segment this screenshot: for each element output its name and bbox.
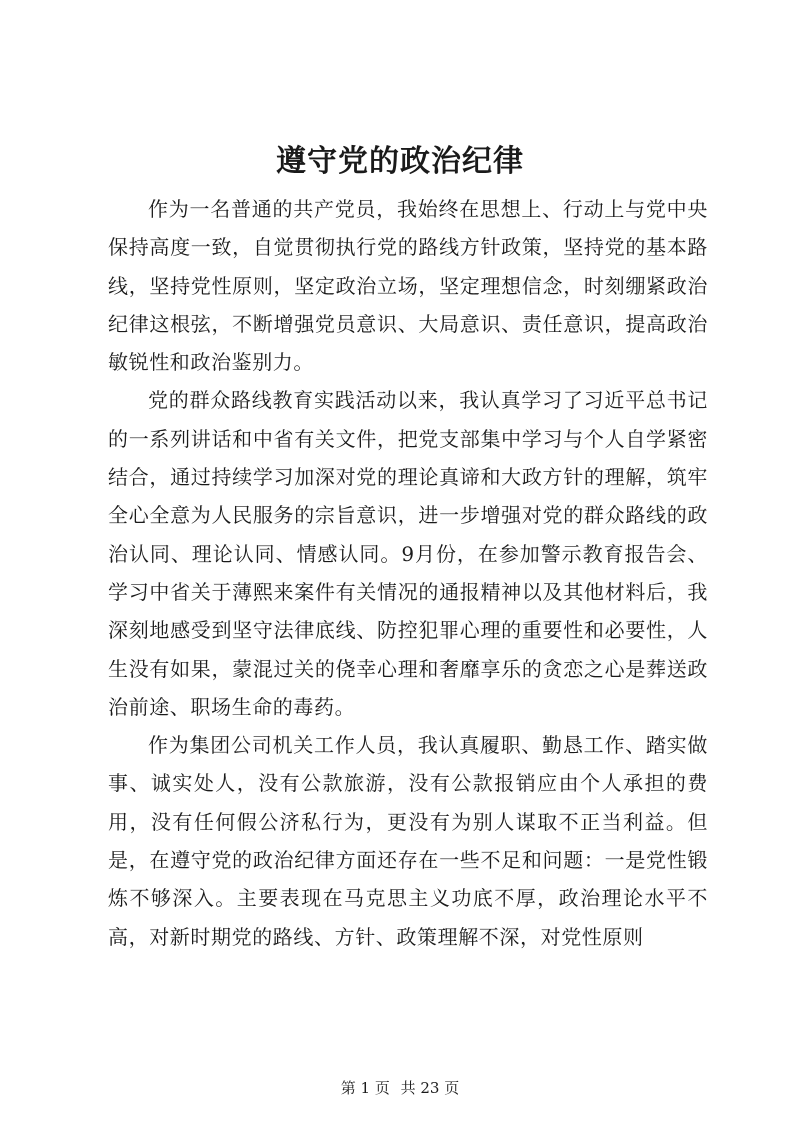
paragraph-2: 党的群众路线教育实践活动以来，我认真学习了习近平总书记的一系列讲话和中省有关文件，把党支部集中学习与个人自学紧密结合，通过持续学习加深对党的理论真谛和大政方针的理解，筑牢全心全意为人民服务的宗旨意识，进一步增强对党的群众路线的政治认同、理论认同、情感认同。9月份，在参加警示教育报告会、学习中省关于薄熙来案件有关情况的通报精神以及其他材料后，我深刻地感受到坚守法律底线、防控犯罪心理的重要性和必要性，人生没有如果，蒙混过关的侥幸心理和奢靡享乐的贪恋之心是葬送政治前途、职场生命的毒药。 [108,388,708,719]
paragraph-1: 作为一名普通的共产党员，我始终在思想上、行动上与党中央保持高度一致，自觉贯彻执行党的路线方针政策，坚持党的基本路线，坚持党性原则，坚定政治立场，坚定理想信念，时刻绷紧政治纪律这根弦，不断增强党员意识、大局意识、责任意识，提高政治敏锐性和政治鉴别力。 [108,197,708,375]
document-body [108,190,708,956]
page-number: 第 1 页 [340,1079,390,1097]
page-footer [0,1078,800,1098]
paragraph-3: 作为集团公司机关工作人员，我认真履职、勤恳工作、踏实做事、诚实处人，没有公款旅游，没有公款报销应由个人承担的费用，没有任何假公济私行为，更没有为别人谋取不正当利益。但是，在遵守党的政治纪律方面还存在一些不足和问题：一是党性锻炼不够深入。主要表现在马克思主义功底不厚，政治理论水平不高，对新时期党的路线、方针、政策理解不深，对党性原则 [108,733,708,949]
document-title: 遵守党的政治纪律 [276,144,524,179]
page-total: 共 23 页 [400,1079,460,1097]
